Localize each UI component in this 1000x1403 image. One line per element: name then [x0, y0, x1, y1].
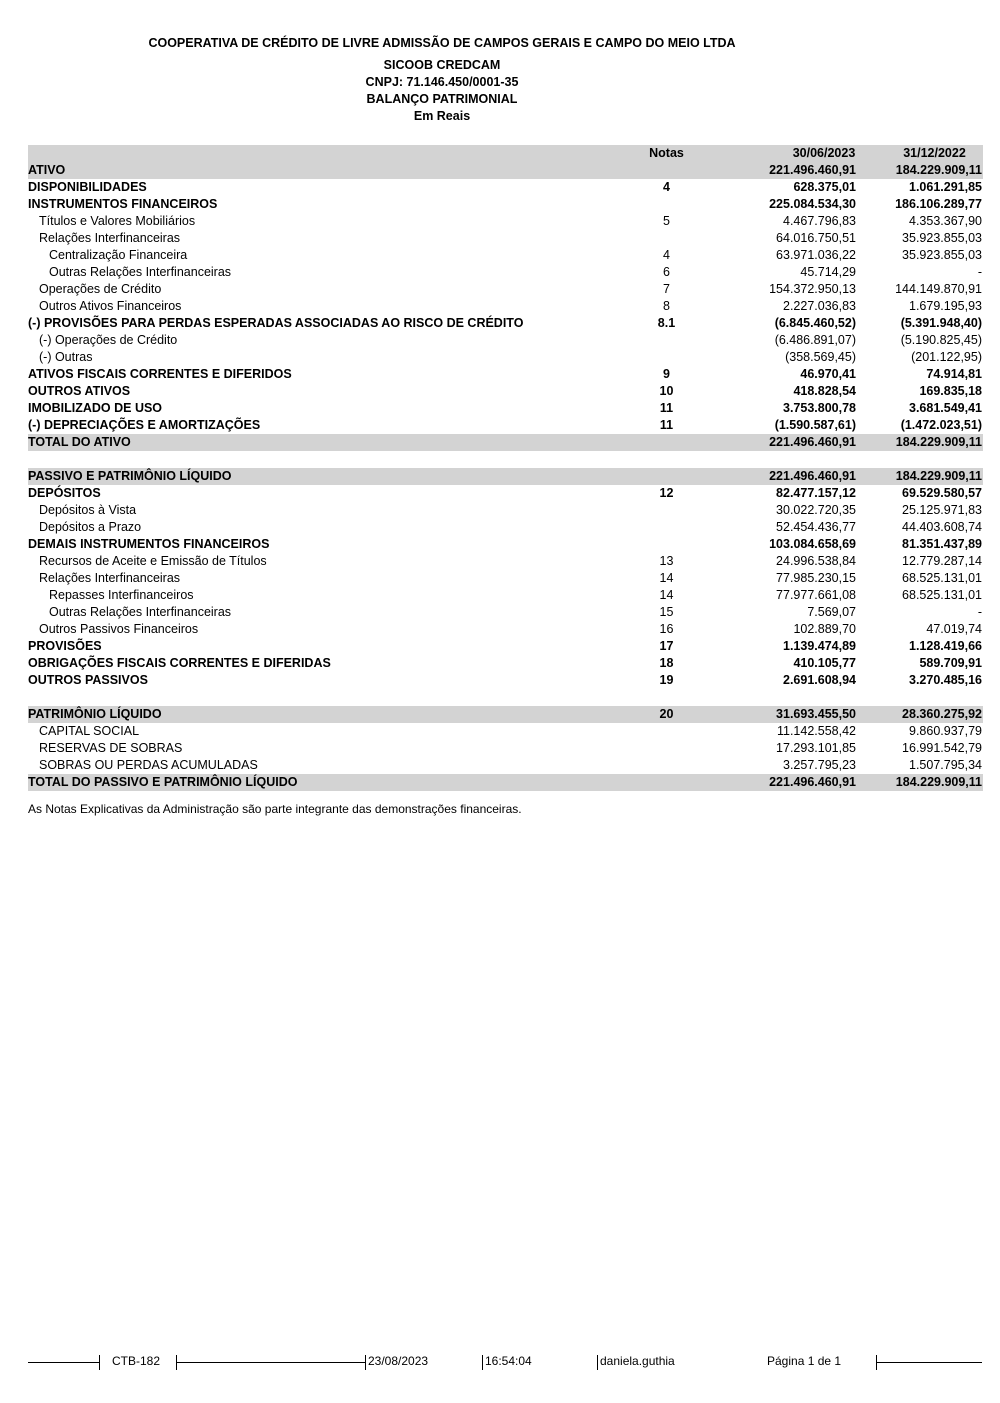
- row-value-2022: (5.190.825,45): [900, 333, 982, 347]
- row-label: OUTROS PASSIVOS: [28, 673, 148, 687]
- total-row: [28, 434, 983, 451]
- row-nota: 10: [659, 384, 674, 398]
- row-value-2022: 16.991.542,79: [902, 741, 982, 755]
- row-value-2023: 2.227.036,83: [783, 299, 856, 313]
- row-label: (-) DEPRECIAÇÕES E AMORTIZAÇÕES: [28, 418, 261, 432]
- row-value-2022: 81.351.437,89: [902, 537, 982, 551]
- row-value-2023: (1.590.587,61): [774, 418, 856, 432]
- table-header-row: [28, 145, 983, 162]
- table-row: [28, 672, 983, 689]
- section-spacer: [28, 689, 983, 706]
- row-value-2023: 3.257.795,23: [783, 758, 856, 772]
- row-value-2023: 418.828,54: [793, 384, 856, 398]
- row-value-2023: (6.845.460,52): [774, 316, 856, 330]
- row-value-2022: 184.229.909,11: [895, 435, 982, 449]
- row-nota: 19: [659, 673, 674, 687]
- row-value-2022: 35.923.855,03: [902, 248, 982, 262]
- table-row: [28, 162, 983, 179]
- row-label: Depósitos à Vista: [39, 503, 137, 517]
- table-row: [28, 264, 983, 281]
- row-label: Relações Interfinanceiras: [39, 231, 181, 245]
- row-label: (-) Operações de Crédito: [39, 333, 178, 347]
- row-label: TOTAL DO PASSIVO E PATRIMÔNIO LÍQUIDO: [28, 775, 298, 789]
- row-nota: 9: [663, 367, 670, 381]
- column-header-notas: Notas: [649, 146, 684, 160]
- row-value-2022: 44.403.608,74: [902, 520, 982, 534]
- table-row: [28, 213, 983, 230]
- balance-sheet-table: [28, 145, 983, 791]
- row-nota: 14: [659, 571, 674, 585]
- row-label: DISPONIBILIDADES: [28, 180, 147, 194]
- cooperative-short-name: SICOOB CREDCAM: [383, 58, 501, 72]
- row-nota: 8.1: [657, 316, 676, 330]
- row-label: (-) PROVISÕES PARA PERDAS ESPERADAS ASSOCIADAS AO RISCO DE CRÉDITO: [28, 316, 524, 330]
- row-label: Centralização Financeira: [49, 248, 188, 262]
- row-value-2022: 589.709,91: [919, 656, 982, 670]
- table-row: [28, 349, 983, 366]
- row-value-2023: 7.569,07: [807, 605, 856, 619]
- row-value-2022: 1.679.195,93: [909, 299, 982, 313]
- column-header-date-1: 30/06/2023: [792, 146, 856, 160]
- row-nota: 20: [659, 707, 674, 721]
- row-label: SOBRAS OU PERDAS ACUMULADAS: [39, 758, 258, 772]
- row-value-2022: 1.507.795,34: [909, 758, 982, 772]
- table-row: [28, 536, 983, 553]
- row-value-2022: 144.149.870,91: [895, 282, 982, 296]
- footer-line: [876, 1362, 982, 1363]
- row-label: IMOBILIZADO DE USO: [28, 401, 163, 415]
- row-value-2023: 77.985.230,15: [776, 571, 856, 585]
- table-row: [28, 757, 983, 774]
- table-row: [28, 604, 983, 621]
- user-name: daniela.guthia: [600, 1354, 675, 1368]
- row-value-2023: 17.293.101,85: [776, 741, 856, 755]
- row-label: RESERVAS DE SOBRAS: [39, 741, 183, 755]
- table-row: [28, 740, 983, 757]
- currency-unit: Em Reais: [413, 109, 471, 123]
- table-row: [28, 638, 983, 655]
- row-value-2023: 2.691.608,94: [783, 673, 856, 687]
- row-label: OUTROS ATIVOS: [28, 384, 131, 398]
- row-label: Outros Passivos Financeiros: [39, 622, 199, 636]
- row-label: Outras Relações Interfinanceiras: [49, 265, 232, 279]
- cnpj: CNPJ: 71.146.450/0001-35: [365, 75, 519, 89]
- row-nota: 4: [663, 180, 670, 194]
- print-time: 16:54:04: [485, 1354, 532, 1368]
- company-name: COOPERATIVA DE CRÉDITO DE LIVRE ADMISSÃO DE CAMPOS GERAIS E CAMPO DO MEIO LTDA: [148, 36, 736, 50]
- row-value-2022: 25.125.971,83: [902, 503, 982, 517]
- footer-divider: [99, 1355, 100, 1370]
- row-label: ATIVOS FISCAIS CORRENTES E DIFERIDOS: [28, 367, 292, 381]
- table-row: [28, 468, 983, 485]
- row-nota: 6: [663, 265, 670, 279]
- row-value-2023: 45.714,29: [800, 265, 856, 279]
- row-value-2022: 3.270.485,16: [909, 673, 982, 687]
- row-label: INSTRUMENTOS FINANCEIROS: [28, 197, 218, 211]
- row-value-2023: 102.889,70: [793, 622, 856, 636]
- row-value-2022: 4.353.367,90: [909, 214, 982, 228]
- row-value-2023: 3.753.800,78: [783, 401, 856, 415]
- footer-divider: [365, 1355, 366, 1370]
- row-label: PASSIVO E PATRIMÔNIO LÍQUIDO: [28, 469, 232, 483]
- row-label: PATRIMÔNIO LÍQUIDO: [28, 707, 162, 721]
- row-value-2023: 52.454.436,77: [776, 520, 856, 534]
- row-value-2022: 12.779.287,14: [902, 554, 982, 568]
- row-value-2023: 103.084.658,69: [769, 537, 856, 551]
- row-nota: 8: [663, 299, 670, 313]
- table-row: [28, 706, 983, 723]
- row-value-2023: 24.996.538,84: [776, 554, 856, 568]
- row-value-2022: 68.525.131,01: [902, 588, 982, 602]
- row-value-2022: 74.914,81: [926, 367, 982, 381]
- row-label: Títulos e Valores Mobiliários: [39, 214, 196, 228]
- footer-line: [176, 1362, 365, 1363]
- row-value-2023: 30.022.720,35: [776, 503, 856, 517]
- row-nota: 13: [659, 554, 674, 568]
- table-row: [28, 230, 983, 247]
- table-row: [28, 315, 983, 332]
- table-row: [28, 417, 983, 434]
- footer-divider: [482, 1355, 483, 1370]
- row-label: TOTAL DO ATIVO: [28, 435, 131, 449]
- row-value-2022: 186.106.289,77: [895, 197, 982, 211]
- row-value-2023: 77.977.661,08: [776, 588, 856, 602]
- row-value-2022: 1.061.291,85: [909, 180, 982, 194]
- row-value-2023: (358.569,45): [785, 350, 856, 364]
- row-value-2023: 221.496.460,91: [769, 163, 856, 177]
- row-value-2023: 46.970,41: [800, 367, 856, 381]
- row-value-2023: 628.375,01: [793, 180, 856, 194]
- row-nota: 18: [659, 656, 674, 670]
- row-value-2023: 221.496.460,91: [769, 469, 856, 483]
- row-nota: 11: [659, 418, 674, 432]
- row-label: (-) Outras: [39, 350, 93, 364]
- row-value-2022: -: [977, 265, 982, 279]
- footnote: As Notas Explicativas da Administração são parte integrante das demonstrações financeiras.: [28, 802, 522, 816]
- row-label: ATIVO: [28, 163, 66, 177]
- row-label: DEPÓSITOS: [28, 486, 101, 500]
- row-nota: 14: [659, 588, 674, 602]
- table-row: [28, 332, 983, 349]
- footer-divider: [597, 1355, 598, 1370]
- row-value-2022: 68.525.131,01: [902, 571, 982, 585]
- row-value-2022: 35.923.855,03: [902, 231, 982, 245]
- table-row: [28, 400, 983, 417]
- table-row: [28, 383, 983, 400]
- row-label: Outras Relações Interfinanceiras: [49, 605, 232, 619]
- row-value-2022: 184.229.909,11: [895, 163, 982, 177]
- row-label: Recursos de Aceite e Emissão de Títulos: [39, 554, 267, 568]
- row-label: Operações de Crédito: [39, 282, 162, 296]
- row-nota: 7: [663, 282, 670, 296]
- row-label: DEMAIS INSTRUMENTOS FINANCEIROS: [28, 537, 270, 551]
- row-label: PROVISÕES: [28, 639, 102, 653]
- table-row: [28, 298, 983, 315]
- row-label: Outros Ativos Financeiros: [39, 299, 182, 313]
- row-value-2023: 31.693.455,50: [776, 707, 856, 721]
- total-row: [28, 774, 983, 791]
- row-value-2023: 4.467.796,83: [783, 214, 856, 228]
- row-label: OBRIGAÇÕES FISCAIS CORRENTES E DIFERIDAS: [28, 656, 331, 670]
- row-value-2023: 221.496.460,91: [769, 775, 856, 789]
- row-value-2022: 69.529.580,57: [902, 486, 982, 500]
- table-row: [28, 723, 983, 740]
- row-value-2023: 64.016.750,51: [776, 231, 856, 245]
- row-value-2022: 184.229.909,11: [895, 469, 982, 483]
- row-value-2023: (6.486.891,07): [774, 333, 856, 347]
- row-value-2023: 82.477.157,12: [776, 486, 856, 500]
- row-nota: 11: [659, 401, 674, 415]
- row-value-2023: 225.084.534,30: [769, 197, 856, 211]
- row-value-2022: 28.360.275,92: [902, 707, 982, 721]
- row-value-2022: (5.391.948,40): [900, 316, 982, 330]
- row-value-2022: -: [977, 605, 982, 619]
- row-nota: 4: [663, 248, 670, 262]
- table-row: [28, 366, 983, 383]
- table-row: [28, 281, 983, 298]
- row-value-2023: 221.496.460,91: [769, 435, 856, 449]
- row-label: Relações Interfinanceiras: [39, 571, 181, 585]
- table-row: [28, 179, 983, 196]
- table-row: [28, 196, 983, 213]
- statement-title: BALANÇO PATRIMONIAL: [366, 92, 518, 106]
- row-value-2022: 1.128.419,66: [909, 639, 982, 653]
- row-value-2023: 1.139.474,89: [783, 639, 856, 653]
- row-value-2022: (201.122,95): [911, 350, 982, 364]
- print-date: 23/08/2023: [368, 1354, 429, 1368]
- row-value-2023: 154.372.950,13: [769, 282, 856, 296]
- row-value-2022: 184.229.909,11: [895, 775, 982, 789]
- row-value-2023: 63.971.036,22: [776, 248, 856, 262]
- table-row: [28, 247, 983, 264]
- row-nota: 15: [659, 605, 674, 619]
- row-nota: 5: [663, 214, 670, 228]
- page-footer: [0, 1353, 1000, 1371]
- table-row: [28, 655, 983, 672]
- row-value-2022: 3.681.549,41: [909, 401, 982, 415]
- table-row: [28, 553, 983, 570]
- report-code: CTB-182: [112, 1354, 161, 1368]
- row-value-2022: 169.835,18: [919, 384, 982, 398]
- row-label: Depósitos a Prazo: [39, 520, 142, 534]
- table-row: [28, 502, 983, 519]
- row-value-2022: 47.019,74: [926, 622, 982, 636]
- table-row: [28, 485, 983, 502]
- row-value-2022: 9.860.937,79: [909, 724, 982, 738]
- row-nota: 12: [659, 486, 674, 500]
- row-nota: 16: [659, 622, 674, 636]
- table-row: [28, 519, 983, 536]
- footer-line: [28, 1362, 99, 1363]
- row-label: CAPITAL SOCIAL: [39, 724, 140, 738]
- table-row: [28, 570, 983, 587]
- page-number: Página 1 de 1: [767, 1354, 842, 1368]
- table-row: [28, 621, 983, 638]
- row-label: Repasses Interfinanceiros: [49, 588, 194, 602]
- row-value-2023: 410.105,77: [793, 656, 856, 670]
- section-spacer: [28, 451, 983, 468]
- row-value-2022: (1.472.023,51): [900, 418, 982, 432]
- column-header-date-2: 31/12/2022: [903, 146, 966, 160]
- row-value-2023: 11.142.558,42: [776, 724, 856, 738]
- table-row: [28, 587, 983, 604]
- row-nota: 17: [659, 639, 674, 653]
